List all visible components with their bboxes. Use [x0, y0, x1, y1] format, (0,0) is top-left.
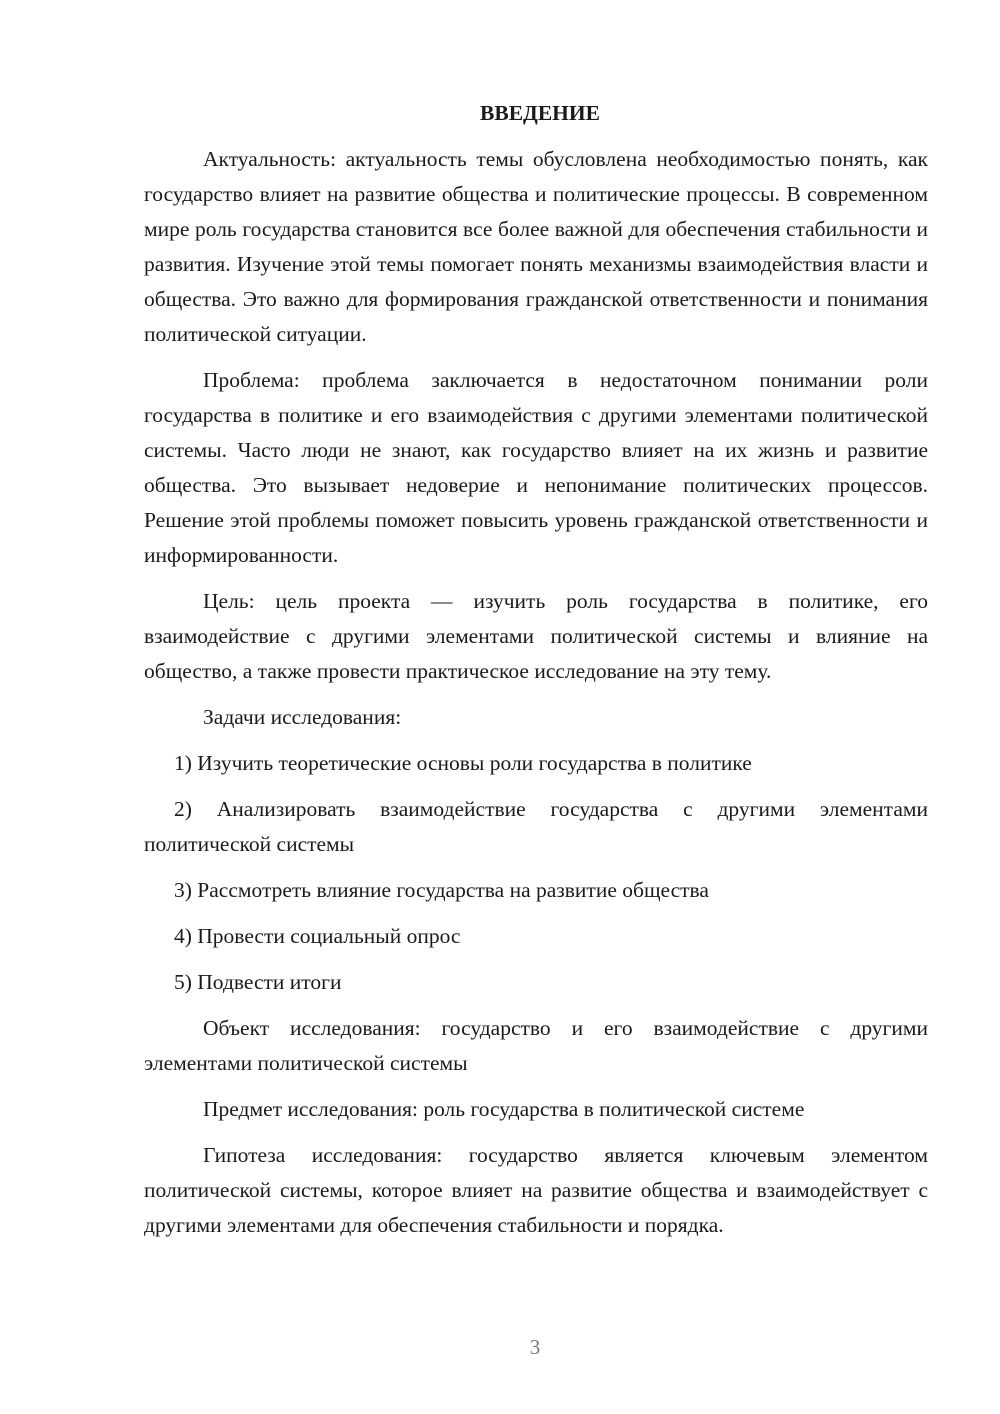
page-title: ВВЕДЕНИЕ	[480, 101, 600, 125]
task-item-1: 1) Изучить теоретические основы роли государства в политике	[174, 751, 752, 775]
task-item-2: 2) Анализировать взаимодействие государства с другими элементами политической системы	[144, 797, 928, 856]
hypothesis-paragraph: Гипотеза исследования: государство является ключевым элементом политической системы, которое влияет на развитие общества и взаимодействует с другими элементами для обеспечения стабильности и порядка.	[144, 1143, 928, 1237]
subject-paragraph: Предмет исследования: роль государства в политической системе	[203, 1097, 805, 1121]
page-content	[144, 96, 928, 1254]
task-item-4: 4) Провести социальный опрос	[174, 924, 461, 948]
object-paragraph: Объект исследования: государство и его взаимодействие с другими элементами политической системы	[144, 1016, 928, 1075]
tasks-heading: Задачи исследования:	[203, 705, 402, 729]
page-number: 3	[529, 1335, 541, 1359]
task-item-3: 3) Рассмотреть влияние государства на развитие общества	[174, 878, 709, 902]
goal-paragraph: Цель: цель проекта — изучить роль государства в политике, его взаимодействие с другими элементами политической системы и влияние на общество, а также провести практическое исследование на эту тему.	[144, 589, 928, 683]
relevance-paragraph: Актуальность: актуальность темы обусловлена необходимостью понять, как государство влияет на развитие общества и политические процессы. В современном мире роль государства становится все более важной для обеспечения стабильности и развития. Изучение этой темы помогает понять механизмы взаимодействия власти и общества. Это важно для формирования гражданской ответственности и понимания политической ситуации.	[144, 147, 928, 346]
task-item-5: 5) Подвести итоги	[174, 970, 342, 994]
problem-paragraph: Проблема: проблема заключается в недостаточном понимании роли государства в политике и его взаимодействия с другими элементами политической системы. Часто люди не знают, как государство влияет на их жизнь и развитие общества. Это вызывает недоверие и непонимание политических процессов. Решение этой проблемы поможет повысить уровень гражданской ответственности и информированности.	[144, 368, 928, 567]
